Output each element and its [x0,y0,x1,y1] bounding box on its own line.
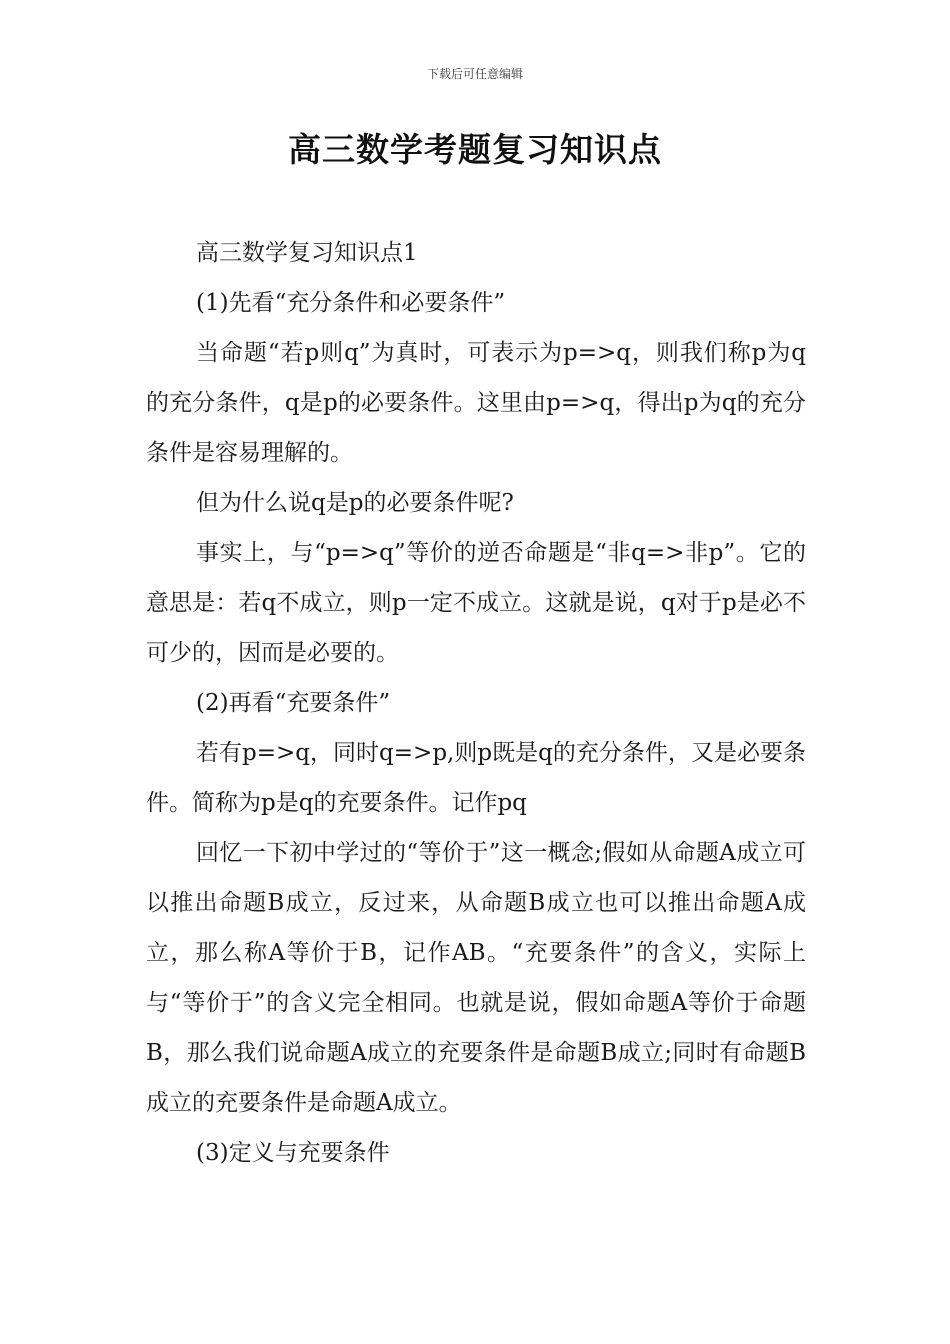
paragraph-text: 若有p=>q，同时q=>p,则p既是q的充分条件，又是必要条件。简称为p是q的充要条件。记作pq [146,740,806,816]
paragraph-text: 事实上，与“p=>q”等价的逆否命题是“非q=>非p”。它的意思是：若q不成立，则p一定不成立。这就是说，q对于p是必不可少的，因而是必要的。 [146,540,806,666]
paragraph-subheading-3: (3)定义与充要条件 [196,1140,390,1166]
paragraph-section-heading: 高三数学复习知识点1 [196,240,418,266]
header-note: 下载后可任意编辑 [426,67,523,81]
paragraph-text: 当命题“若p则q”为真时，可表示为p=>q，则我们称p为q的充分条件，q是p的必要条件。这里由p=>q，得出p为q的充分条件是容易理解的。 [146,340,806,466]
paragraph-text: 回忆一下初中学过的“等价于”这一概念;假如从命题A成立可以推出命题B成立，反过来，从命题B成立也可以推出命题A成立，那么称A等价于B，记作AB。“充要条件”的含义，实际上与“等价于”的含义完全相同。也就是说，假如命题A等价于命题B，那么我们说命题A成立的充要条件是命题B成立;同时有命题B成立的充要条件是命题A成立。 [146,840,806,1116]
paragraph-subheading-2: (2)再看“充要条件” [196,690,391,716]
paragraph-text: 但为什么说q是p的必要条件呢? [196,490,514,516]
document-title: 高三数学考题复习知识点 [288,130,662,169]
paragraph-subheading-1: (1)先看“充分条件和必要条件” [196,290,506,316]
document-body [146,228,806,1178]
